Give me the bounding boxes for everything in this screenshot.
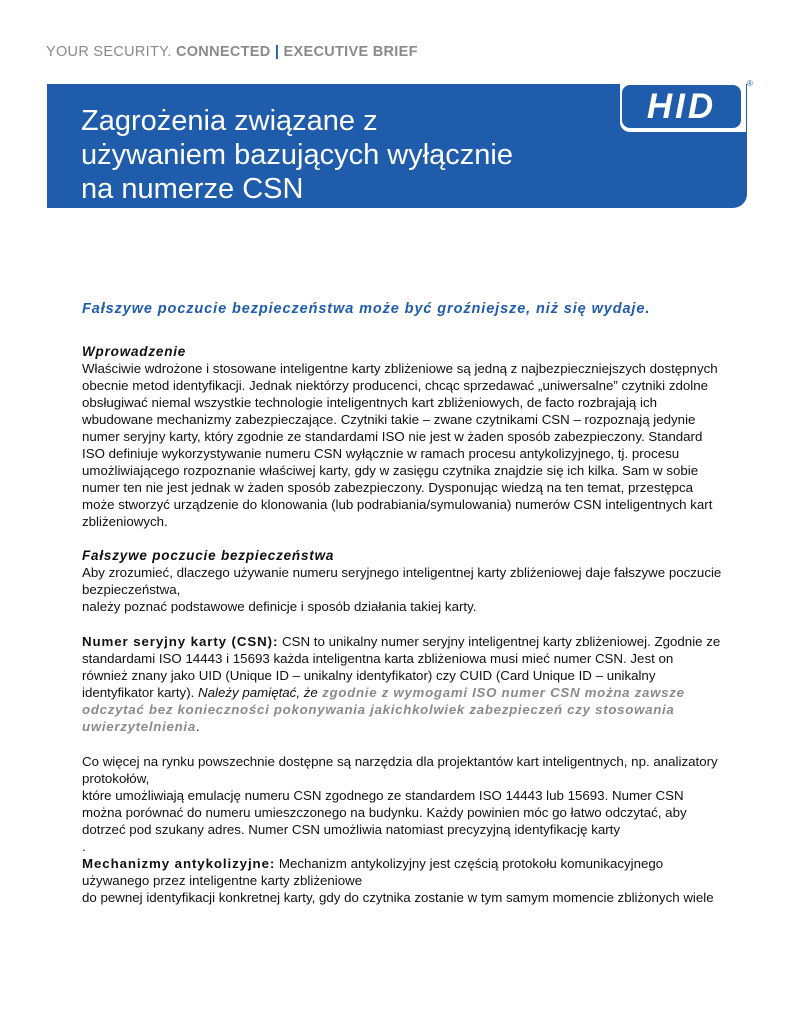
false-security-line-1: Aby zrozumieć, dlaczego używanie numeru seryjnego inteligentnej karty zbliżeniowej daje fałszywe poczucie bezpieczeństwa, (82, 565, 722, 597)
hid-logo (620, 80, 746, 132)
anticollision-line-2: do pewnej identyfikacji konkretnej karty, gdy do czytnika zostanie w tym samym momencie zbliżonych wiele (82, 890, 714, 905)
topline-separator: | (274, 44, 280, 60)
topline-connected: CONNECTED (175, 44, 271, 60)
tools-line-3: . (82, 839, 86, 854)
intro-paragraph: Właściwie wdrożone i stosowane inteligentne karty zbliżeniowe są jedną z najbezpieczniejszych dostępnych obecnie metod identyfikacji. Jednak niektórzy producenci, chcąc sprzedawać „uniwersalne” czytniki zdolne obsługiwać niemal wszystkie technologie inteligentnych kart zbliżeniowych, de facto rozbrajają ich wbudowane mechanizmy zabezpieczające. Czytniki takie – zwane czytnikami CSN – rozpoznają jedynie numer seryjny karty, który zgodnie ze standardami ISO nie jest w żaden sposób zabezpieczony. Standard ISO definiuje wykorzystywanie numeru CSN wyłącznie w ramach procesu antykolizyjnego, tj. procesu umożliwiającego rozpoznanie właściwej karty, gdy w zasięgu czytnika znajdzie się ich kilka. Sam w sobie numer ten nie jest jednak w żaden sposób zabezpieczony. Dysponując wiedzą na ten temat, przestępca może stworzyć urządzenie do klonowania (lub podrabiania/symulowania) numerów CSN inteligentnych kart zbliżeniowych. (82, 361, 718, 529)
page-title (81, 104, 601, 206)
header-topline (46, 44, 418, 60)
csn-note-rest: zgodnie z wymogami ISO numer CSN można zawsze odczytać bez konieczności pokonywania jakichkolwiek zabezpieczeń czy stosowania uwierzytelnienia (82, 685, 685, 734)
title-line: na numerze CSN (81, 173, 304, 205)
csn-paragraph (82, 633, 722, 735)
csn-note-lead: Należy pamiętać, że (198, 685, 318, 700)
registered-mark: ® (747, 79, 753, 88)
tagline: Fałszywe poczucie bezpieczeństwa może być groźniejsze, niż się wydaje. (82, 301, 651, 317)
document-body (82, 300, 722, 906)
section-title-false-security: Fałszywe poczucie bezpieczeństwa (82, 548, 335, 563)
topline-brief: EXECUTIVE BRIEF (283, 44, 418, 60)
csn-term: Numer seryjny karty (CSN): (82, 634, 279, 649)
false-security-line-2: należy poznać podstawowe definicje i sposób działania takiej karty. (82, 599, 477, 614)
anticollision-body: Mechanizm antykolizyjny jest częścią protokołu komunikacyjnego używanego przez inteligentne karty zbliżeniowe (82, 856, 664, 888)
csn-body: CSN to unikalny numer seryjny inteligentnej karty zbliżeniowej. Zgodnie ze standardami ISO 14443 i 15693 każda inteligentna karta zbliżeniowa musi mieć numer CSN. Jest on również znany jako UID (Unique ID – unikalny identyfikator) czy CUID (Card Unique ID – unikalny identyfikator karty). (82, 634, 721, 700)
title-line: Zagrożenia związane z (81, 105, 378, 137)
tools-line-1: Co więcej na rynku powszechnie dostępne są narzędzia dla projektantów kart inteligentnych, np. analizatory protokołów, (82, 754, 718, 786)
csn-note-end: . (195, 719, 200, 734)
topline-light: YOUR SECURITY. (46, 44, 172, 60)
hid-logo-text: HID (622, 85, 741, 128)
title-line: używaniem bazujących wyłącznie (81, 139, 513, 171)
section-title-intro: Wprowadzenie (82, 344, 187, 359)
tools-line-2: które umożliwiają emulację numeru CSN zgodnego ze standardem ISO 14443 lub 15693. Numer CSN można porównać do numeru umieszczonego na budynku. Każdy powinien móc go łatwo odczytać, aby dotrzeć pod szukany adres. Numer CSN umożliwia natomiast precyzyjną identyfikację karty (82, 788, 687, 837)
anticollision-paragraph (82, 855, 722, 889)
anticollision-term: Mechanizmy antykolizyjne: (82, 856, 276, 871)
